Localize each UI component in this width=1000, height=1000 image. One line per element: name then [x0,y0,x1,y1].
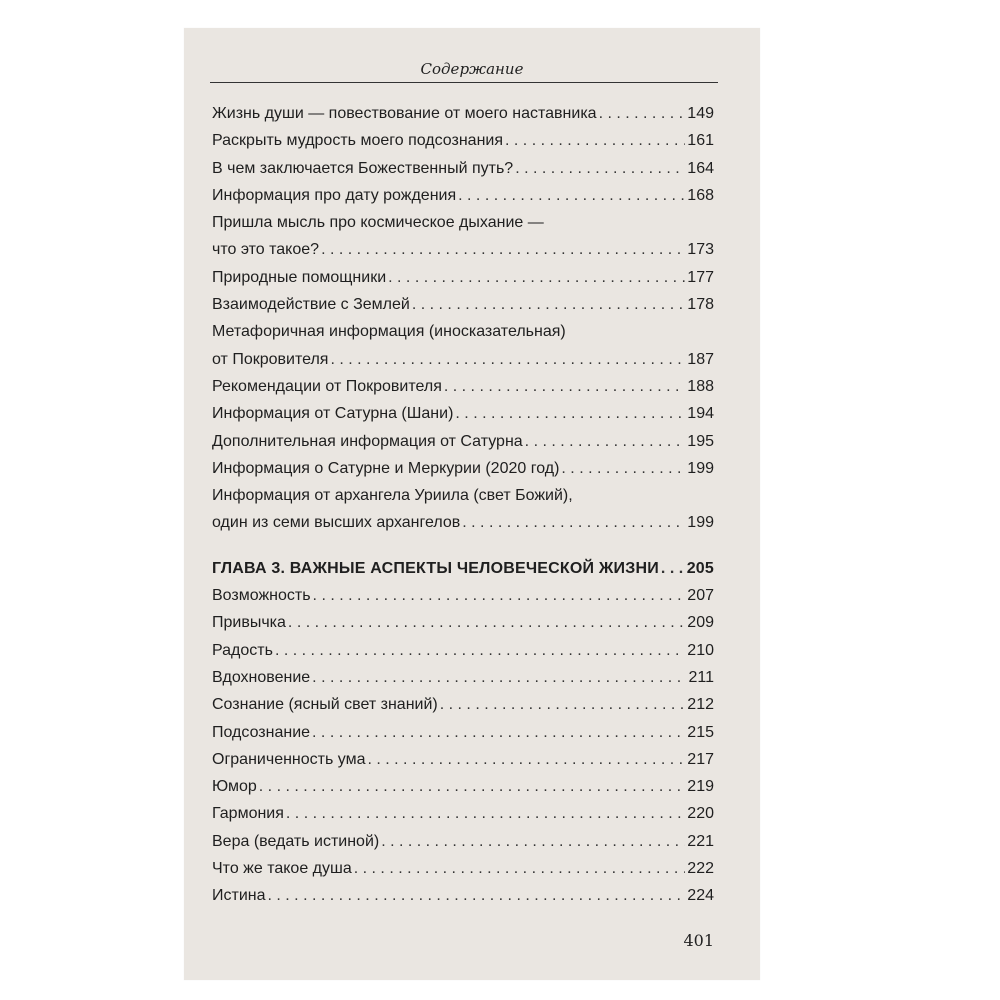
toc-entry[interactable] [212,182,714,209]
toc-entry-page: 221 [687,832,714,850]
dot-leader [367,746,685,773]
dot-leader [321,236,685,263]
toc-entry[interactable] [212,609,714,636]
toc-entry[interactable] [212,828,714,855]
toc-entry[interactable] [212,428,714,455]
toc-entry-title: Природные помощники [212,268,387,286]
toc-entry-title: Рекомендации от Покровителя [212,377,442,395]
toc-entry-page: 209 [687,614,714,632]
toc-entry[interactable] [212,800,714,827]
toc-entry-title: Раскрыть мудрость моего подсознания [212,132,504,150]
book-page [184,28,760,980]
dot-leader [268,882,686,909]
toc-entry-title: Взаимодействие с Землей [212,296,410,314]
toc-entry[interactable] [212,637,714,664]
toc-entry-title: Возможность [212,587,311,605]
toc-entry-title: Ограниченность ума [212,750,366,768]
toc-entry-page: 187 [687,350,714,368]
toc-entry-page: 177 [687,268,714,286]
toc-entry-title: Пришла мысль про космическое дыхание — [212,214,544,232]
toc-entry[interactable] [212,155,714,182]
toc-entry-page: 195 [687,432,714,450]
dot-leader [458,182,685,209]
toc-entry[interactable] [212,855,714,882]
page-number: 401 [683,931,714,950]
dot-leader [313,582,686,609]
toc-entry-title: Радость [212,641,273,659]
dot-leader [505,127,685,154]
toc-entry-page: 210 [687,641,714,659]
dot-leader [286,800,685,827]
toc-entry-page: 188 [687,377,714,395]
toc-entry-title: один из семи высших архангелов [212,514,461,532]
dot-leader [515,155,685,182]
toc-entry-page: 178 [687,296,714,314]
toc-entry[interactable] [212,509,714,536]
toc-entry-title: Сознание (ясный свет знаний) [212,696,438,714]
toc-entry[interactable] [212,291,714,318]
dot-leader [330,346,685,373]
toc-entry[interactable] [212,100,714,127]
dot-leader [412,291,685,318]
dot-leader [440,691,686,718]
toc-entry[interactable] [212,127,714,154]
toc-entry[interactable] [212,346,714,373]
toc-entry-title: Юмор [212,778,257,796]
toc-entry-page: 215 [687,723,714,741]
toc-entry[interactable] [212,264,714,291]
toc-entry-title: Жизнь души — повествование от моего наставника [212,105,597,122]
toc-entry-page: 161 [687,132,714,150]
dot-leader [599,100,686,127]
toc-entry-title: Что же такое душа [212,860,352,878]
toc-entry-page: 219 [687,778,714,796]
toc-entry-page: 224 [687,887,714,905]
dot-leader [259,773,686,800]
toc-entry[interactable] [212,455,714,482]
toc-entry-page: 173 [687,241,714,259]
dot-leader [381,828,685,855]
toc-entry[interactable] [212,719,714,746]
toc-entry[interactable] [212,582,714,609]
toc-entry-first-line[interactable] [212,318,714,345]
toc-entry[interactable] [212,691,714,718]
toc-entry-title: что это такое? [212,241,320,259]
toc-entry-first-line[interactable] [212,209,714,236]
toc-entry-title: Вера (ведать истиной) [212,832,380,850]
toc-entry-page: 199 [687,459,714,477]
toc-entry-title: Вдохновение [212,668,311,686]
toc-entry-page: 212 [687,696,714,714]
toc-entry[interactable] [212,236,714,263]
dot-leader [462,509,685,536]
toc-entry[interactable] [212,664,714,691]
toc-entry-title: Информация о Сатурне и Меркурии (2020 год) [212,459,560,477]
dot-leader [561,455,685,482]
toc-entry-first-line[interactable] [212,482,714,509]
toc-entry[interactable] [212,400,714,427]
toc-entry-title: Информация от Сатурна (Шани) [212,405,454,423]
toc-entry-page: 194 [687,405,714,423]
toc-entry-title: Метафоричная информация (иносказательная) [212,323,566,341]
chapter-title: ГЛАВА 3. ВАЖНЫЕ АСПЕКТЫ ЧЕЛОВЕЧЕСКОЙ ЖИЗНИ [212,559,659,577]
dot-leader [661,555,685,582]
running-head-title: Содержание [420,60,524,78]
toc-entry-page: 149 [687,105,714,122]
toc-entry-title: Гармония [212,805,284,823]
dot-leader [354,855,686,882]
toc-entry-page: 199 [687,514,714,532]
table-of-contents [212,100,714,910]
toc-entry-page: 164 [687,159,714,177]
toc-entry-title: В чем заключается Божественный путь? [212,159,514,177]
toc-entry-page: 222 [687,860,714,878]
toc-entry-page: 217 [687,750,714,768]
dot-leader [444,373,685,400]
dot-leader [388,264,685,291]
toc-entry-title: Дополнительная информация от Сатурна [212,432,523,450]
toc-entry[interactable] [212,773,714,800]
toc-entry-title: от Покровителя [212,350,329,368]
toc-entry[interactable] [212,373,714,400]
toc-entry-title: Информация про дату рождения [212,186,457,204]
toc-entry-title: Привычка [212,614,286,632]
dot-leader [525,428,686,455]
toc-entry-page: 207 [687,587,714,605]
dot-leader [312,719,685,746]
toc-entry-page: 211 [688,668,714,686]
toc-entry[interactable] [212,882,714,909]
toc-entry-page: 220 [687,805,714,823]
dot-leader [288,609,685,636]
toc-entry-title: Информация от архангела Уриила (свет Божий), [212,487,573,505]
header-rule [210,82,718,83]
toc-entry-title: Подсознание [212,723,311,741]
toc-entry-page: 168 [687,186,714,204]
dot-leader [455,400,685,427]
dot-leader [312,664,686,691]
toc-entry-title: Истина [212,887,266,905]
chapter-page: 205 [686,559,714,577]
toc-entry[interactable] [212,746,714,773]
dot-leader [275,637,685,664]
toc-chapter-heading[interactable] [212,555,714,582]
